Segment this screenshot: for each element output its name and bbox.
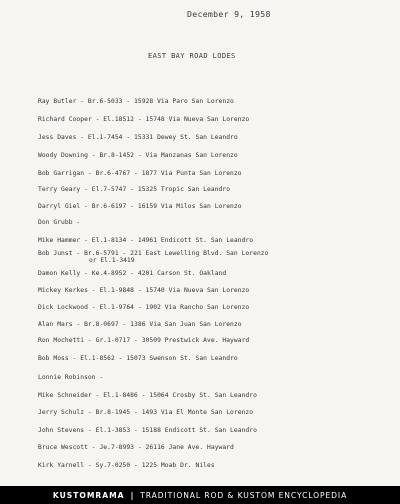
list-item: Bob Garrigan - Br.6-4767 - 1877 Via Punta San Lorenzo: [38, 170, 242, 177]
list-item: Lonnie Robinson -: [38, 374, 104, 381]
list-item: Terry Geary - El.7-5747 - 15325 Tropic San Leandro: [38, 186, 231, 193]
list-item: Bruce Wescott - Je.7-8993 - 26116 Jane Ave. Hayward: [38, 444, 234, 451]
list-item: Damon Kelly - Ke.4-8952 - 4201 Carson St. Oakland: [38, 270, 227, 277]
list-item: Ray Butler - Br.6-5033 - 15928 Via Paro San Lorenzo: [38, 98, 234, 105]
document-title: EAST BAY ROAD LODES: [148, 52, 236, 60]
list-item: Don Grubb -: [38, 219, 81, 226]
list-item: Alan Mars - Br.8-0697 - 1386 Via San Juan San Lorenzo: [38, 321, 242, 328]
list-item: Mike Schneider - El.1-8486 - 15064 Crosby St. San Leandro: [38, 392, 257, 399]
list-item: Mike Hammer - El.1-8134 - 14961 Endicott St. San Leandro: [38, 237, 254, 244]
alt-phone-note: or El.1-3419: [89, 257, 135, 264]
list-item: Woody Downing - Br.8-1452 - Via Manzanas San Lorenzo: [38, 152, 238, 159]
footer-divider: |: [130, 490, 135, 500]
list-item: Darryl Giel - Br.6-6197 - 16159 Via Milos San Lorenzo: [38, 203, 242, 210]
list-item: Bob Junst - Br.6-5791 - 221 East Lewelling Blvd. San Lorenzo: [38, 250, 269, 257]
document-date: December 9, 1958: [187, 9, 271, 19]
list-item: Mickey Kerkes - El.1-9848 - 15740 Via Nueva San Lorenzo: [38, 287, 250, 294]
list-item: Kirk Yarnell - Sy.7-0250 - 1225 Moab Dr. Niles: [38, 462, 215, 469]
list-item: Ron Mochetti - Gr.1-0717 - 30509 Prestwick Ave. Hayward: [38, 337, 250, 344]
site-footer: [0, 486, 400, 504]
footer-tagline: TRADITIONAL ROD & KUSTOM ENCYCLOPEDIA: [140, 490, 348, 500]
list-item: Bob Moss - El.1-8562 - 15073 Swenson St. San Leandro: [38, 355, 238, 362]
list-item: Jess Daves - El.1-7454 - 15331 Dewey St. San Leandro: [38, 134, 238, 141]
list-item: Jerry Schulz - Br.8-1945 - 1493 Via El Monte San Lorenzo: [38, 409, 254, 416]
list-item: Richard Cooper - El.18512 - 15748 Via Nueva San Lorenzo: [38, 116, 250, 123]
footer-brand: KUSTOMRAMA: [52, 490, 125, 500]
list-item: Dick Lockwood - El.1-9764 - 1902 Via Rancho San Lorenzo: [38, 304, 250, 311]
list-item: John Stevens - El.1-3853 - 15188 Endicott St. San Leandro: [38, 427, 257, 434]
